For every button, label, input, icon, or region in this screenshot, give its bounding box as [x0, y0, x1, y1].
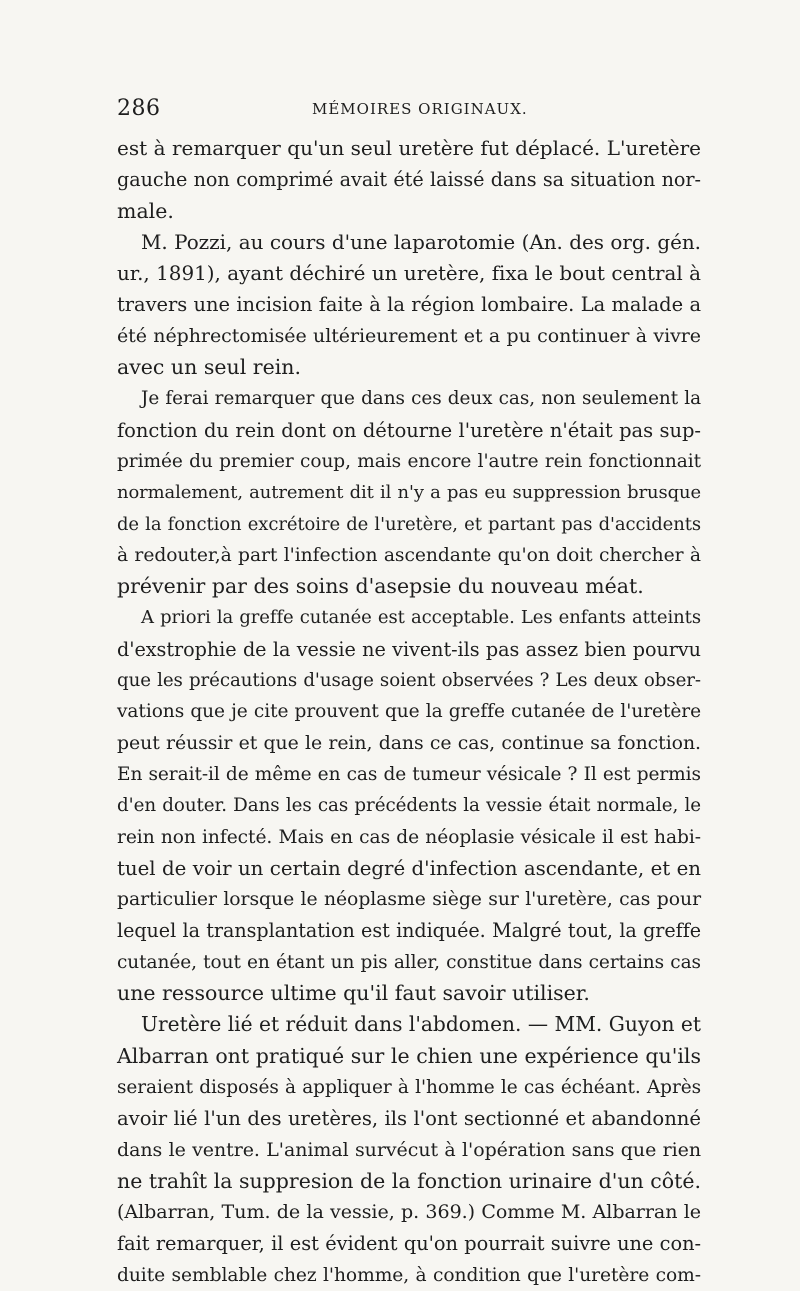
text-line: fonction du rein dont on détourne l'uretère n'était pas sup-	[117, 418, 701, 442]
text-line: lequel la transplantation est indiquée. Malgré tout, la greffe	[117, 919, 701, 943]
text-line: été néphrectomisée ultérieurement et a pu continuer à vivre	[117, 324, 701, 347]
text-line: (Albarran, Tum. de la vessie, p. 369.) Comme M. Albarran le	[117, 1201, 701, 1224]
text-line: particulier lorsque le néoplasme siège sur l'uretère, cas pour	[117, 889, 701, 911]
text-line: male.	[117, 198, 174, 223]
text-line: avec un seul rein.	[117, 355, 301, 380]
text-line: une ressource ultime qu'il faut savoir utiliser.	[117, 981, 590, 1006]
text-line: En serait-il de même en cas de tumeur vésicale ? Il est permis	[117, 763, 701, 785]
page-number: 286	[117, 96, 161, 121]
text-line: à redouter,à part l'infection ascendante qu'on doit chercher à	[117, 544, 701, 566]
text-line: rein non infecté. Mais en cas de néoplasie vésicale il est habi-	[117, 826, 701, 848]
text-line: Albarran ont pratiqué sur le chien une expérience qu'ils	[117, 1043, 701, 1068]
running-title: MÉMOIRES ORIGINAUX.	[312, 100, 528, 118]
text-line: d'exstrophie de la vessie ne vivent-ils pas assez bien pourvu	[117, 637, 701, 661]
text-line: tuel de voir un certain degré d'infection ascendante, et en	[117, 856, 701, 880]
text-line: seraient disposés à appliquer à l'homme le cas échéant. Après	[117, 1076, 701, 1098]
text-line: vations que je cite prouvent que la greffe cutanée de l'uretère	[117, 701, 701, 723]
text-line: peut réussir et que le rein, dans ce cas, continue sa fonction.	[117, 732, 701, 754]
text-line: que les précautions d'usage soient observées ? Les deux obser-	[117, 670, 701, 692]
text-line: est à remarquer qu'un seul uretère fut déplacé. L'uretère	[117, 136, 701, 160]
text-line: cutanée, tout en étant un pis aller, constitue dans certains cas	[117, 951, 701, 973]
text-line: Je ferai remarquer que dans ces deux cas, non seulement la	[141, 388, 701, 410]
text-line: d'en douter. Dans les cas précédents la vessie était normale, le	[117, 795, 701, 817]
text-line: ne trahît la suppresion de la fonction urinaire d'un côté.	[117, 1168, 701, 1193]
text-line: Uretère lié et réduit dans l'abdomen. — MM. Guyon et	[141, 1012, 701, 1037]
text-line: ur., 1891), ayant déchiré un uretère, fixa le bout central à	[117, 262, 701, 286]
text-line: de la fonction excrétoire de l'uretère, et partant pas d'accidents	[117, 513, 701, 535]
text-line: M. Pozzi, au cours d'une laparotomie (An. des org. gén.	[141, 230, 701, 254]
text-line: duite semblable chez l'homme, à condition que l'uretère com-	[117, 1264, 701, 1286]
text-line: prévenir par des soins d'asepsie du nouveau méat.	[117, 574, 644, 599]
text-line: dans le ventre. L'animal survécut à l'opération sans que rien	[117, 1138, 701, 1161]
text-line: travers une incision faite à la région lombaire. La malade a	[117, 293, 701, 317]
text-line: A priori la greffe cutanée est acceptable. Les enfants atteints	[141, 607, 701, 629]
running-head	[117, 96, 697, 126]
text-line: primée du premier coup, mais encore l'autre rein fonctionnait	[117, 450, 701, 472]
text-line: fait remarquer, il est évident qu'on pourrait suivre une con-	[117, 1232, 701, 1256]
text-line: normalement, autrement dit il n'y a pas eu suppression brusque	[117, 482, 701, 504]
text-line: avoir lié l'un des uretères, ils l'ont sectionné et abandonné	[117, 1107, 701, 1131]
text-line: gauche non comprimé avait été laissé dans sa situation nor-	[117, 168, 701, 192]
body-text	[117, 133, 701, 1291]
